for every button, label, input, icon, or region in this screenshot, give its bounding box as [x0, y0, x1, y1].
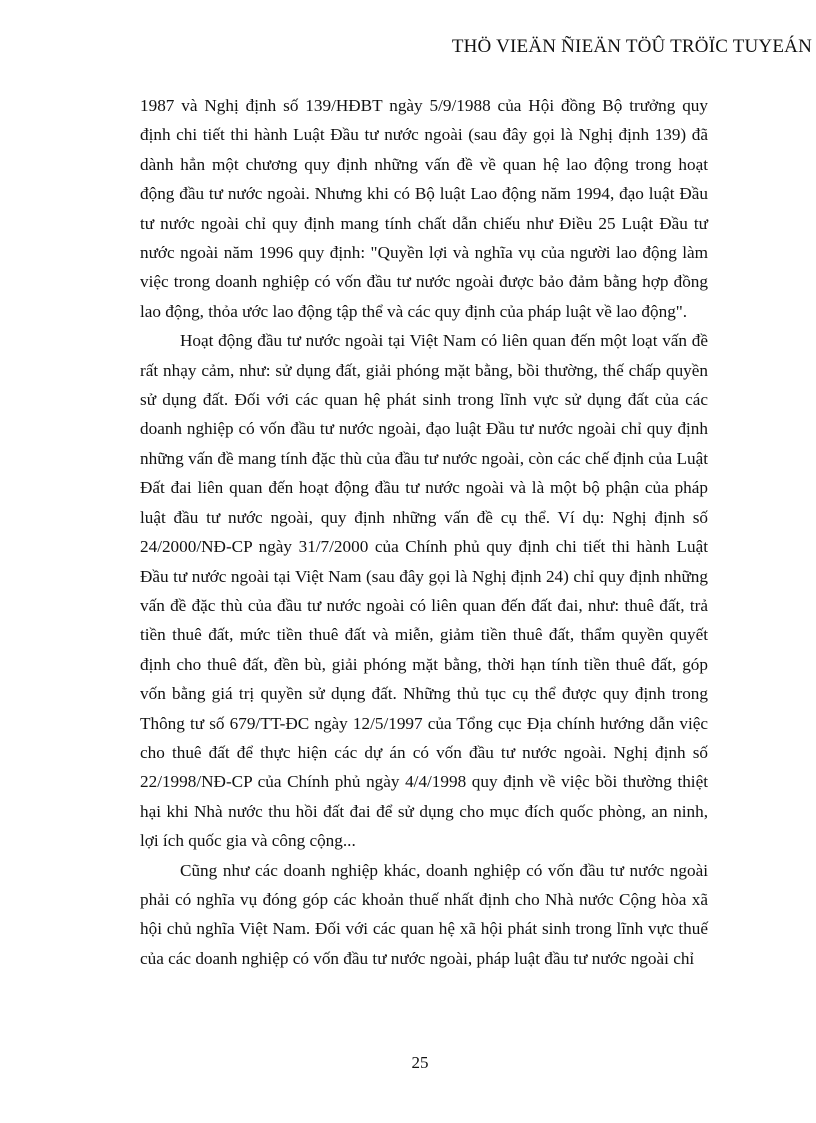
running-header: THÖ VIEÄN ÑIEÄN TÖÛ TRÖÏC TUYEÁN: [451, 36, 812, 57]
paragraph-land-use: Hoạt động đầu tư nước ngoài tại Việt Nam có liên quan đến một loạt vấn đề rất nhạy cảm, như: sử dụng đất, giải phóng mặt bằng, bồi thường, thế chấp quyền sử dụng đất. Đối với các quan hệ phát sinh trong lĩnh vực sử dụng đất của các doanh nghiệp có vốn đầu tư nước ngoài, đạo luật Đầu tư nước ngoài chỉ quy định những vấn đề mang tính đặc thù của đầu tư nước ngoài, còn các chế định của Luật Đất đai liên quan đến hoạt động đầu tư nước ngoài và là một bộ phận của pháp luật đầu tư nước ngoài, quy định những vấn đề cụ thể. Ví dụ: Nghị định số 24/2000/NĐ-CP ngày 31/7/2000 của Chính phủ quy định chi tiết thi hành Luật Đầu tư nước ngoài tại Việt Nam (sau đây gọi là Nghị định 24) chỉ quy định những vấn đề đặc thù của đầu tư nước ngoài có liên quan đến đất đai, như: thuê đất, trả tiền thuê đất, mức tiền thuê đất và miễn, giảm tiền thuê đất, thẩm quyền quyết định cho thuê đất, đền bù, giải phóng mặt bằng, thời hạn tính tiền thuê đất, góp vốn bằng giá trị quyền sử dụng đất. Những thủ tục cụ thể được quy định trong Thông tư số 679/TT-ĐC ngày 12/5/1997 của Tổng cục Địa chính hướng dẫn việc cho thuê đất để thực hiện các dự án có vốn đầu tư nước ngoài. Nghị định số 22/1998/NĐ-CP của Chính phủ ngày 4/4/1998 quy định về việc bồi thường thiệt hại khi Nhà nước thu hồi đất đai để sử dụng cho mục đích quốc phòng, an ninh, lợi ích quốc gia và công cộng...: [140, 331, 708, 851]
paragraph-continued: 1987 và Nghị định số 139/HĐBT ngày 5/9/1988 của Hội đồng Bộ trưởng quy định chi tiết thi hành Luật Đầu tư nước ngoài (sau đây gọi là Nghị định 139) đã dành hẳn một chương quy định những vấn đề về quan hệ lao động trong hoạt động đầu tư nước ngoài. Nhưng khi có Bộ luật Lao động năm 1994, đạo luật Đầu tư nước ngoài chỉ quy định mang tính chất dẫn chiếu như Điều 25 Luật Đầu tư nước ngoài năm 1996 quy định: "Quyền lợi và nghĩa vụ của người lao động làm việc trong doanh nghiệp có vốn đầu tư nước ngoài được bảo đảm bằng hợp đồng lao động, thỏa ước lao động tập thể và các quy định của pháp luật về lao động".: [140, 96, 708, 321]
paragraph-tax: Cũng như các doanh nghiệp khác, doanh nghiệp có vốn đầu tư nước ngoài phải có nghĩa vụ đóng góp các khoản thuế nhất định cho Nhà nước Cộng hòa xã hội chủ nghĩa Việt Nam. Đối với các quan hệ xã hội phát sinh trong lĩnh vực thuế của các doanh nghiệp có vốn đầu tư nước ngoài, pháp luật đầu tư nước ngoài chỉ: [140, 860, 708, 968]
page-number: 25: [411, 1053, 429, 1072]
body-text: [140, 91, 708, 973]
